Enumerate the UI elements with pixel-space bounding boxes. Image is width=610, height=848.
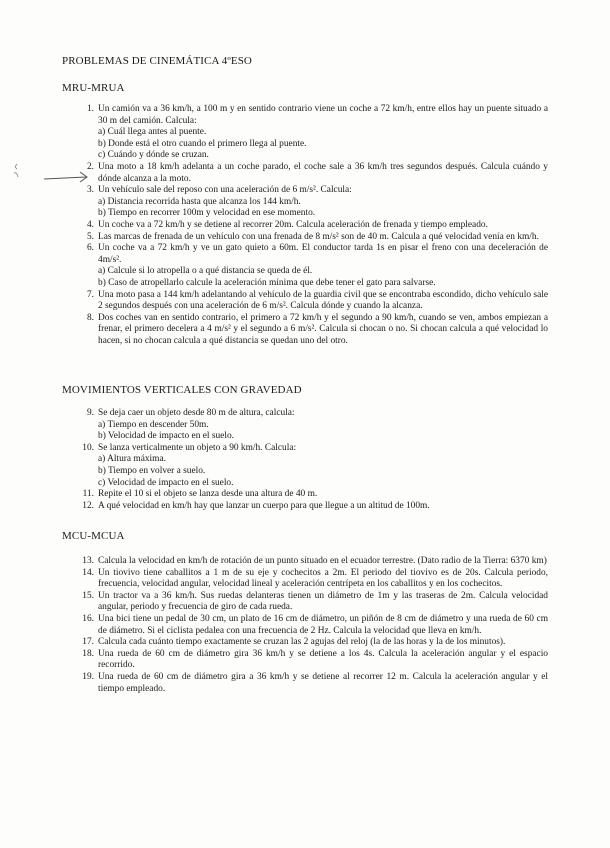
problem-list-mcu-mcua: [78, 556, 548, 695]
page-title: PROBLEMAS DE CINEMÁTICA 4ºESO: [62, 55, 252, 67]
problem-item: 17. Calcula cada cuánto tiempo exactamente se cruzan las 2 agujas del reloj (la de las horas y la de los minutos).: [82, 637, 506, 648]
problem-item: 4. Un coche va a 72 km/h y se detiene al recorrer 20m. Calcula aceleración de frenada y tiempo empleado.: [86, 219, 488, 230]
problem-item: 6. Un coche va a 72 km/h y ve un gato quieto a 60m. El conductor tarda 1s en pisar el freno con una deceleración de 4m/s². a) Calcule si lo atropella o a qué distancia se queda de él. b) Caso de atropellarlo calcule la aceleración mínima que debe tener el gato para salvarse.: [86, 243, 548, 288]
problem-item: 11. Repite el 10 si el objeto se lanza desde una altura de 40 m.: [82, 489, 318, 500]
problem-item: 8. Dos coches van en sentido contrario, el primero a 72 km/h y el segundo a 90 km/h, cuando se ven, ambos empiezan a frenar, el primero decelera a 4 m/s² y el segundo a 6 m/s². Calcula si chocan o no. Si chocan calcula a qué velocidad lo hacen, si no chocan calcula a qué distancia se quedan uno del otro.: [86, 312, 548, 346]
problem-item: 12. A qué velocidad en km/h hay que lanzar un cuerpo para que llegue a un altitud de 100m.: [82, 500, 430, 511]
problem-item: 1. Un camión va a 36 km/h, a 100 m y en sentido contrario viene un coche a 72 km/h, entre ellos hay un puente situado a 30 m del camión. Calcula: a) Cuál llega antes al puente. b) Donde está el otro cuando el primero llega al puente. c) Cuándo y dónde se cruzan.: [86, 104, 548, 161]
problem-item: 14. Un tiovivo tiene caballitos a 1 m de su eje y cochecitos a 2m. El periodo del tiovivo es de 20s. Calcula periodo, frecuencia, velocidad angular, velocidad lineal y aceleración centrípeta en los caballitos y en los cochecitos.: [82, 567, 548, 590]
problem-item: 15. Un tractor va a 36 km/h. Sus ruedas delanteras tienen un diámetro de 1m y las traseras de 2m. Calcula velocidad angular, periodo y frecuencia de giro de cada rueda.: [82, 590, 548, 613]
section-heading-mcu-mcua: MCU-MCUA: [62, 530, 125, 542]
problem-item: 19. Una rueda de 60 cm de diámetro gira a 36 km/h y se detiene al recorrer 12 m. Calcula la aceleración angular y el tiempo empleado.: [82, 671, 548, 694]
problem-item: 3. Un vehículo sale del reposo con una aceleración de 6 m/s². Calcula: a) Distancia recorrida hasta que alcanza los 144 km/h. b) Tiempo en recorrer 100m y velocidad en ese momento.: [86, 185, 352, 219]
problem-list-mru-mrua: [78, 104, 548, 347]
problem-item: 7. Una moto pasa a 144 km/h adelantando al vehículo de la guardia civil que se encontraba escondido, dicho vehículo sale 2 segundos después con una aceleración de 6 m/s². Calcula dónde y cuando la alcanza.: [86, 289, 548, 312]
problem-item: 5. Las marcas de frenada de un vehículo con una frenada de 8 m/s² son de 40 m. Calcula a qué velocidad venía en km/h.: [86, 231, 539, 242]
problem-item: 2. Una moto a 18 km/h adelanta a un coche parado, el coche sale a 36 km/h tres segundos después. Calcula cuándo y dónde alcanza a la moto.: [86, 161, 548, 184]
section-heading-mru-mrua: MRU-MRUA: [62, 82, 125, 94]
problem-item: 13. Calcula la velocidad en km/h de rotación de un punto situado en el ecuador terrestre. (Dato radio de la Tierra: 6370 km): [82, 556, 547, 566]
problem-item: 10. Se lanza verticalmente un objeto a 90 km/h. Calcula: a) Altura máxima. b) Tiempo en volver a suelo. c) Velocidad de impacto en el suelo.: [82, 442, 297, 488]
problem-item: 16. Una bici tiene un pedal de 30 cm, un plato de 16 cm de diámetro, un piñón de 8 cm de diámetro y una rueda de 60 cm de diámetro. Si el ciclista pedalea con una frecuencia de 2 Hz. Calcula la velocidad que lleva en km/h.: [82, 613, 548, 636]
pencil-mark-icon: [14, 164, 18, 177]
problem-list-vertical-motion: [78, 408, 548, 512]
problem-item: 18. Una rueda de 60 cm de diámetro gira 36 km/h y se detiene a los 4s. Calcula la aceleración angular y el espacio recorrido.: [82, 648, 548, 671]
section-heading-vertical-motion: MOVIMIENTOS VERTICALES CON GRAVEDAD: [62, 384, 302, 396]
problem-item: 9. Se deja caer un objeto desde 80 m de altura, calcula: a) Tiempo en descender 50m. b) Velocidad de impacto en el suelo.: [86, 408, 295, 442]
